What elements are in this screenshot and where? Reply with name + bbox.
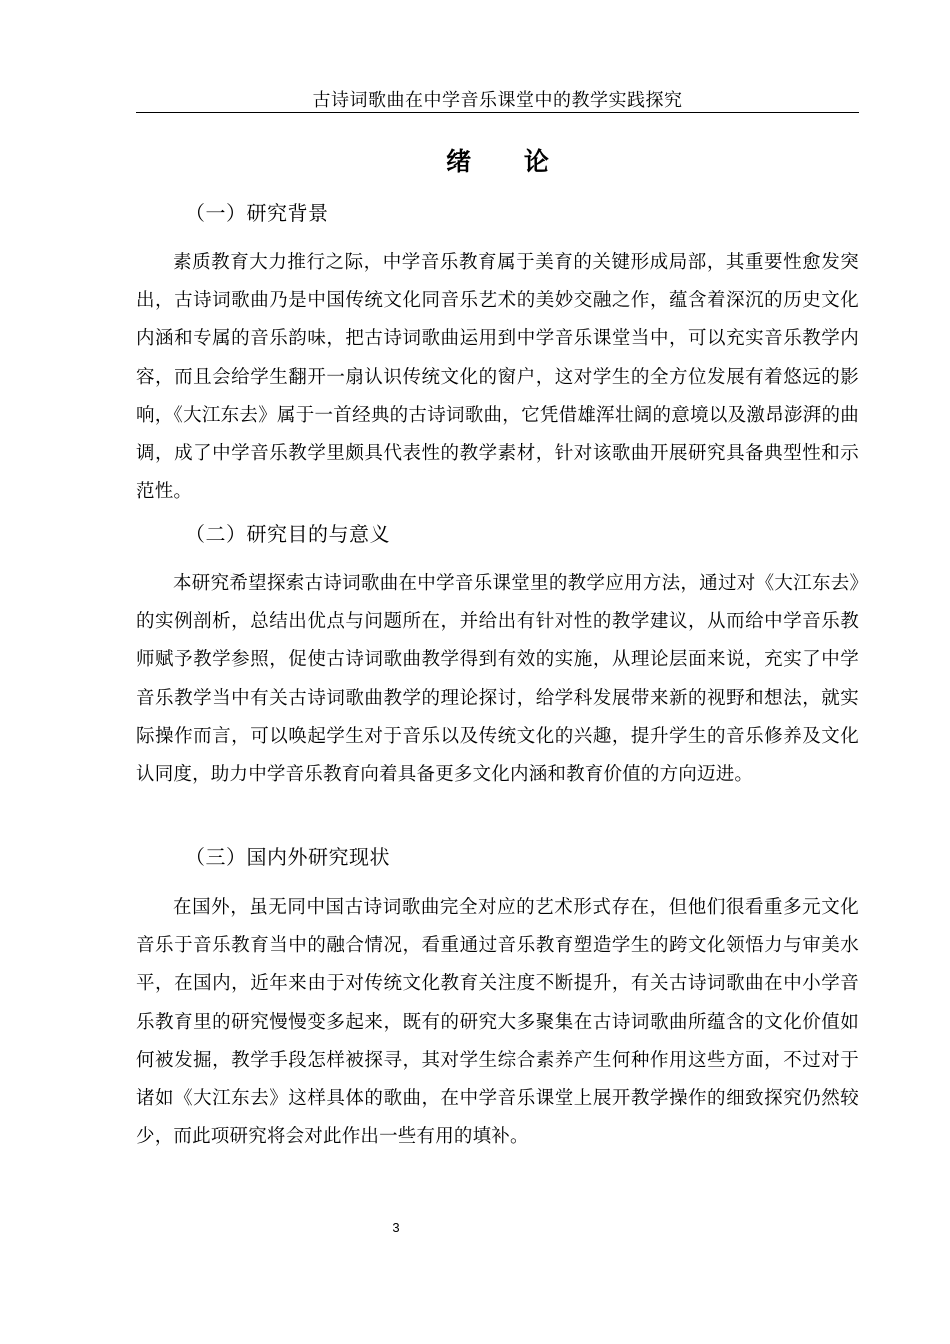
running-header: 古诗词歌曲在中学音乐课堂中的教学实践探究 xyxy=(312,90,683,111)
chapter-title: 绪 论 xyxy=(446,147,549,176)
paragraph-purpose: 本研究希望探索古诗词歌曲在中学音乐课堂里的教学应用方法，通过对《大江东去》的实例剖析，总结出优点与问题所在，并给出有针对性的教学建议，从而给中学音乐教师赋予教学参照，促使古诗词歌曲教学得到有效的实施，从理论层面来说，充实了中学音乐教学当中有关古诗词歌曲教学的理论探讨，给学科发展带来新的视野和想法，就实际操作而言，可以唤起学生对于音乐以及传统文化的兴趣，提升学生的音乐修养及文化认同度，助力中学音乐教育向着具备更多文化内涵和教育价值的方向迈进。 xyxy=(136,573,859,786)
paragraph-research-status: 在国外，虽无同中国古诗词歌曲完全对应的艺术形式存在，但他们很看重多元文化音乐于音乐教育当中的融合情况，看重通过音乐教育塑造学生的跨文化领悟力与审美水平，在国内，近年来由于对传统文化教育关注度不断提升，有关古诗词歌曲在中小学音乐教育里的研究慢慢变多起来，既有的研究大多聚集在古诗词歌曲所蕴含的文化价值如何被发掘，教学手段怎样被探寻，其对学生综合素养产生何种作用这些方面，不过对于诸如《大江东去》这样具体的歌曲，在中学音乐课堂上展开教学操作的细致探究仍然较少，而此项研究将会对此作出一些有用的填补。 xyxy=(136,897,859,1148)
page-number: 3 xyxy=(392,1220,400,1235)
section-heading-research-status: （三）国内外研究现状 xyxy=(185,845,390,869)
section-heading-background: （一）研究背景 xyxy=(185,201,329,225)
paragraph-background: 素质教育大力推行之际，中学音乐教育属于美育的关键形成局部，其重要性愈发突出，古诗词歌曲乃是中国传统文化同音乐艺术的美妙交融之作，蕴含着深沉的历史文化内涵和专属的音乐韵味，把古诗词歌曲运用到中学音乐课堂当中，可以充实音乐教学内容，而且会给学生翻开一扇认识传统文化的窗户，这对学生的全方位发展有着悠远的影响，《大江东去》属于一首经典的古诗词歌曲，它凭借雄浑壮阔的意境以及激昂澎湃的曲调，成了中学音乐教学里颇具代表性的教学素材，针对该歌曲开展研究具备典型性和示范性。 xyxy=(136,252,859,503)
header-divider xyxy=(136,112,859,113)
section-heading-purpose: （二）研究目的与意义 xyxy=(185,522,390,546)
